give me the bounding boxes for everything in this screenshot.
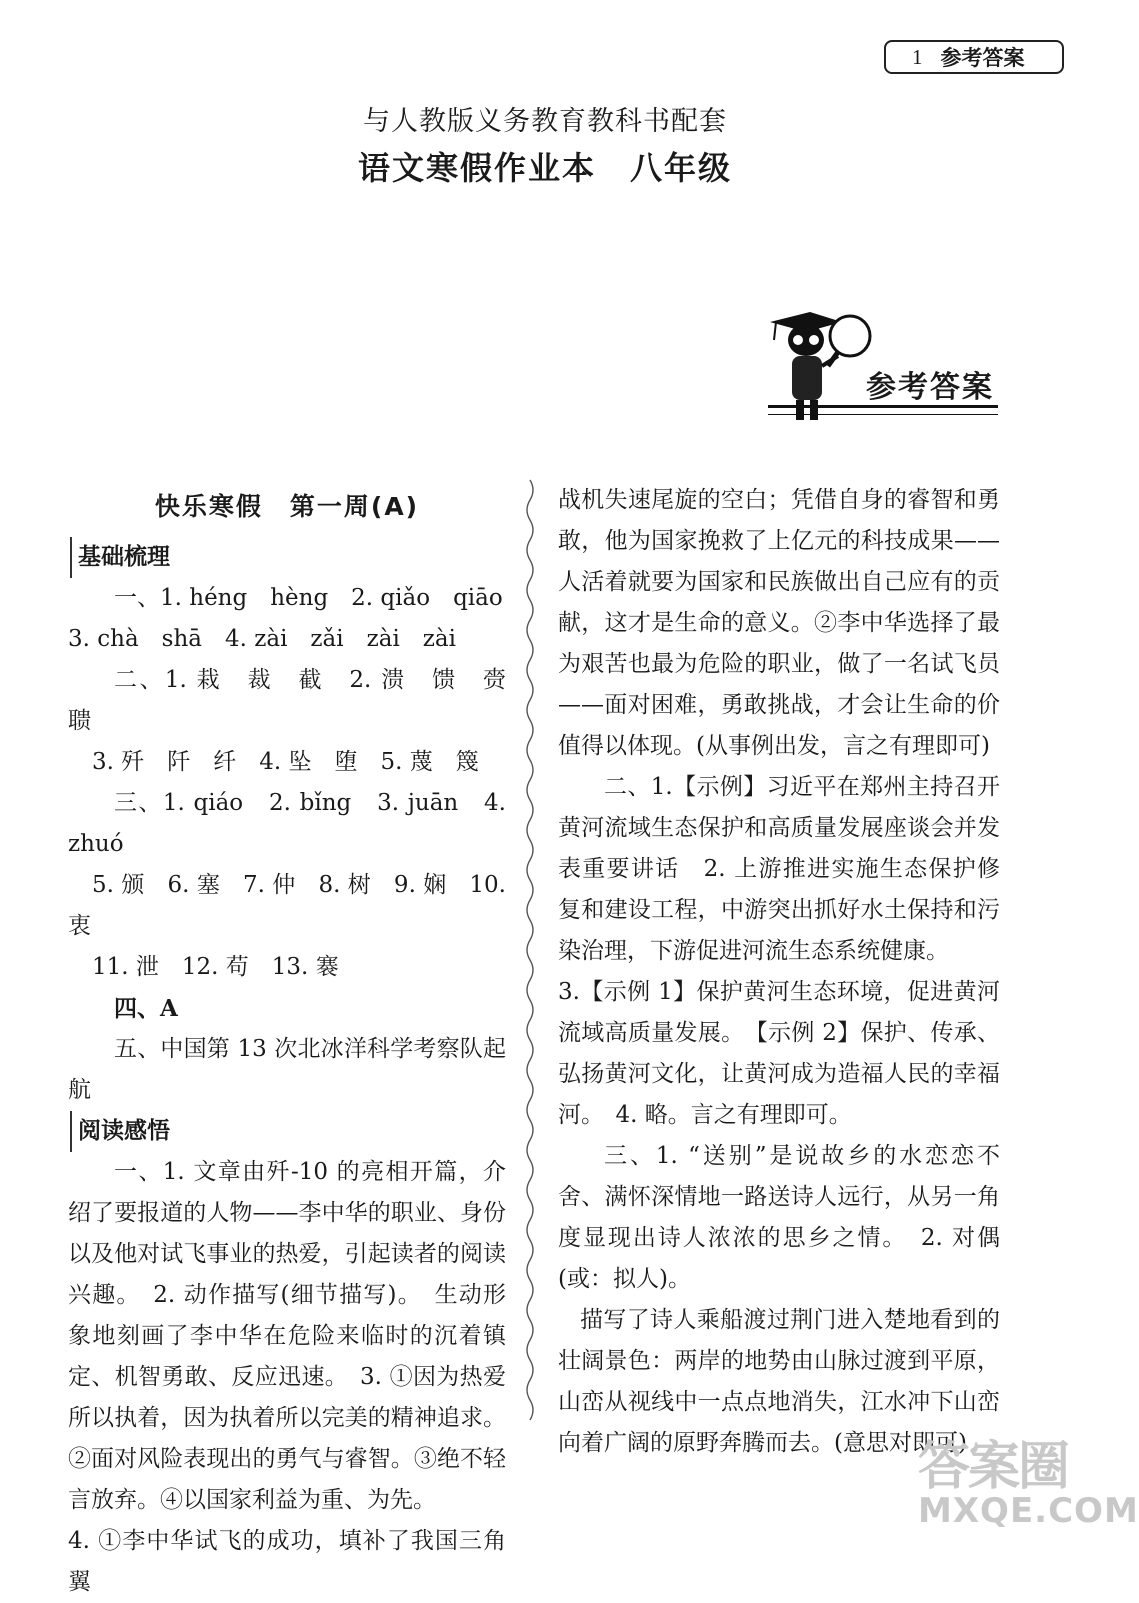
- answer-line: 五、中国第 13 次北冰洋科学考察队起航: [68, 1036, 506, 1103]
- answer-line: 11. 泄 12. 苟 13. 褰: [92, 954, 339, 980]
- page-tab: [884, 40, 1064, 74]
- answer-paragraph: 描写了诗人乘船渡过荆门进入楚地看到的壮阔景色：两岸的地势由山脉过渡到平原，山峦从视线中一点点地消失，江水冲下山峦向着广阔的原野奔腾而去。(意思对即可): [558, 1307, 1000, 1456]
- page-tab-label: 参考答案: [940, 46, 1025, 70]
- answer-line: 二、1. 栽 裁 截 2. 溃 馈 赍 聩: [68, 667, 529, 734]
- site-watermark: [918, 1424, 1139, 1531]
- section-basic-heading: 基础梳理: [70, 537, 170, 578]
- answers-heading: 参考答案: [866, 370, 994, 405]
- book-title: 语文寒假作业本 八年级: [357, 149, 732, 187]
- answer-line: 一、1. héng hèng 2. qiǎo qiāo: [114, 585, 503, 611]
- answer-line: 三、1. qiáo 2. bǐng 3. juān 4. zhuó: [68, 790, 506, 857]
- answer-paragraph: 三、1. “送别”是说故乡的水恋恋不舍、满怀深情地一路送诗人远行，从另一角度显现出诗人浓浓的思乡之情。 2. 对偶(或：拟人)。: [558, 1143, 1000, 1292]
- heading-rule: [768, 405, 998, 415]
- answer-paragraph: 一、1. 文章由歼-10 的亮相开篇，介绍了要报道的人物——李中华的职业、身份以及他对试飞事业的热爱，引起读者的阅读兴趣。 2. 动作描写(细节描写)。 生动形象地刻画了李中华在危险来临时的沉着镇定、机智勇敢、反应迅速。 3. ①因为热爱所以执着，因为执着所以完美的精神追求。②面对风险表现出的勇气与睿智。③绝不轻言放弃。④以国家利益为重、为先。: [68, 1159, 506, 1513]
- watermark-logo-text: 答案圈: [918, 1437, 1069, 1497]
- page-number: 1: [912, 44, 923, 69]
- answer-paragraph: 4. ①李中华试飞的成功，填补了我国三角翼: [68, 1528, 506, 1595]
- watermark-domain: MXQE.COM: [918, 1491, 1139, 1531]
- answer-line: 3. 歼 阡 纤 4. 坠 堕 5. 蔑 篾: [92, 749, 479, 775]
- week-title: 快乐寒假 第一周(A): [154, 492, 420, 521]
- answer-line: 3. chà shā 4. zài zǎi zài zài: [68, 626, 456, 652]
- answer-line: 四、A: [114, 995, 178, 1022]
- answer-paragraph: 二、1.【示例】习近平在郑州主持召开黄河流域生态保护和高质量发展座谈会并发表重要讲话 2. 上游推进实施生态保护修复和建设工程，中游突出抓好水土保持和污染治理，下游促进河流生态系统健康。: [558, 774, 1000, 964]
- answer-paragraph: 战机失速尾旋的空白；凭借自身的睿智和勇敢，他为国家挽救了上亿元的科技成果——人活着就要为国家和民族做出自己应有的贡献，这才是生命的意义。②李中华选择了最为艰苦也最为危险的职业，做了一名试飞员——面对困难，勇敢挑战，才会让生命的价值得以体现。(从事例出发，言之有理即可): [558, 487, 1000, 759]
- right-column: [558, 480, 1000, 1464]
- book-subtitle: 与人教版义务教育教科书配套: [363, 106, 727, 137]
- section-reading-heading: 阅读感悟: [70, 1111, 170, 1152]
- answer-paragraph: 3.【示例 1】保护黄河生态环境，促进黄河流域高质量发展。 【示例 2】保护、传承、弘扬黄河文化，让黄河成为造福人民的幸福河。 4. 略。言之有理即可。: [558, 979, 1000, 1128]
- left-column: [68, 480, 529, 1603]
- column-divider: [522, 480, 538, 1420]
- answer-line: 5. 颁 6. 塞 7. 仲 8. 树 9. 娴 10. 衷: [68, 872, 506, 939]
